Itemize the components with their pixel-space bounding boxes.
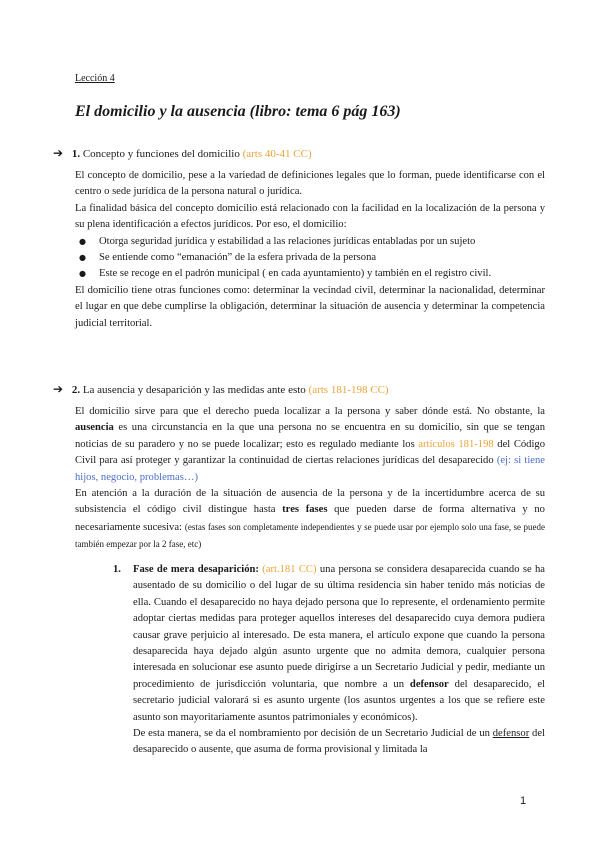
arrow-right-icon: ➔ xyxy=(53,146,64,160)
phase1-paragraph-1: Fase de mera desaparición: (art.181 CC) una persona se considera desaparecida cuando se ha ausentado de su domicilio o del lugar de su última residencia sin haber tenido más noticias de ella. Cuando el desaparecido no haya dejado persona que lo represente, el ordenamiento permite adoptar ciertas medidas para proteger aquellos intereses del desaparecido cuya demora pudiera causar grave perjuicio al interesado. De esta manera, el artículo expone que cuando la persona desaparecida haya dejado algún asunto urgente que no admita demora, cualquier persona interesada en solucionar ese asunto puede dirigirse a un Secretario Judicial y pedir, mediante un procedimiento de jurisdicción voluntaria, que nombre a un defensor del desaparecido, el secretario judicial valorará si es asunto urgente (los asuntos urgentes a los que se refiere este asunto son mayoritariamente asuntos patrimoniales y económicos). xyxy=(133,564,545,723)
ausencia-term: ausencia xyxy=(75,422,114,434)
section2-body xyxy=(75,404,545,554)
section1-bullet-list xyxy=(75,234,545,283)
phase1-number: 1. xyxy=(113,564,121,575)
defensor-underlined: defensor xyxy=(492,728,530,740)
section2-number: 2. xyxy=(71,384,81,396)
phase1-body xyxy=(133,562,545,759)
section1-number: 1. xyxy=(71,148,81,160)
section2-title: La ausencia y desaparición y las medidas ante esto xyxy=(82,384,306,396)
phase1-paragraph-2: De esta manera, se da el nombramiento por decisión de un Secretario Judicial de un defensor del desaparecido o ausente, que asuma de forma provisional y limitada la xyxy=(133,728,545,756)
phases-note: (estas fases son completamente independientes y se puede usar por ejemplo solo una fase, se puede también empezar por la 2 fase, etc) xyxy=(75,521,545,550)
articles-ref: artículos 181-198 xyxy=(418,438,494,450)
section2-paragraph-2: En atención a la duración de la situación de ausencia de la persona y de la incertidumbre acerca de su subsistencia el código civil distingue hasta tres fases que pueden darse de forma alternativa y no necesariamente sucesiva: (estas fases son completamente independientes y se puede usar por ejemplo solo una fase, se puede también empezar por la 2 fase, etc) xyxy=(75,488,545,550)
section1-body xyxy=(75,168,545,332)
list-item: ● Este se recoge en el padrón municipal ( en cada ayuntamiento) y también en el registro civil. xyxy=(75,266,545,282)
section2-heading xyxy=(53,382,389,396)
list-item: ● Se entiende como “emanación” de la esfera privada de la persona xyxy=(75,250,545,266)
list-item: ● Otorga seguridad jurídica y estabilidad a las relaciones jurídicas entabladas por un sujeto xyxy=(75,234,545,250)
section1-paragraph-2: La finalidad básica del concepto domicilio está relacionado con la facilidad en la localización de la persona y su plena identificación a efectos jurídicos. Por eso, el domicilio: xyxy=(75,202,545,231)
phase1-title: Fase de mera desaparición: xyxy=(133,564,259,575)
section1-heading xyxy=(53,146,312,160)
section1-paragraph-3: El domicilio tiene otras funciones como: determinar la vecindad civil, determinar la nacionalidad, determinar el lugar en que debe cumplirse la obligación, determinar la situación de ausencia y determinar la competencia judicial territorial. xyxy=(75,284,545,329)
page-title: El domicilio y la ausencia (libro: tema 6 pág 163) xyxy=(75,103,401,120)
page-number: 1 xyxy=(520,795,527,807)
tres-fases-term: tres fases xyxy=(282,504,328,516)
section2-ref: (arts 181-198 CC) xyxy=(308,384,389,396)
defensor-term: defensor xyxy=(409,678,449,690)
section1-ref: (arts 40-41 CC) xyxy=(242,148,312,160)
arrow-right-icon: ➔ xyxy=(53,382,64,396)
section1-paragraph-1: El concepto de domicilio, pese a la variedad de definiciones legales que lo forman, puede identificarse con el centro o sede jurídica de la persona natural o jurídica. xyxy=(75,170,545,198)
section1-title: Concepto y funciones del domicilio xyxy=(82,148,240,160)
example-note: (ej: si tiene hijos, negocio, problemas…) xyxy=(75,455,545,483)
lesson-label: Lección 4 xyxy=(75,73,115,84)
phase1-ref: (art.181 CC) xyxy=(262,564,317,575)
section2-paragraph-1: El domicilio sirve para que el derecho pueda localizar a la persona y saber dónde está. No obstante, la ausencia es una circunstancia en la que una persona no se encuentra en su domicilio, sin que se tengan noticias de su paradero y no se puede localizar; esto es regulado mediante los artículos 181-198 del Código Civil para así proteger y garantizar la continuidad de ciertas relaciones jurídicas del desaparecido (ej: si tiene hijos, negocio, problemas…) xyxy=(75,406,546,483)
